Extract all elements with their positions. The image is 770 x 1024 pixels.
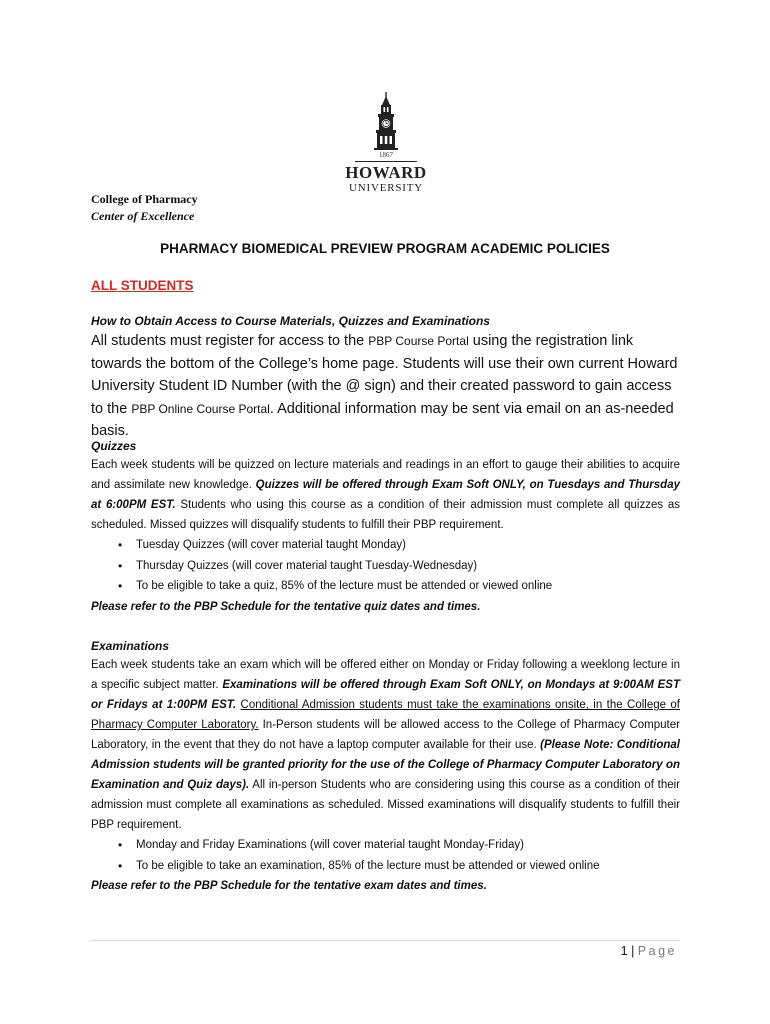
examinations-list [91, 835, 680, 876]
page-number: 1 [620, 944, 628, 958]
examinations-schedule-note: Please refer to the PBP Schedule for the tentative exam dates and times. [91, 880, 487, 892]
list-item: • Tuesday Quizzes (will cover material taught Monday) [136, 535, 680, 556]
page-label: Page [637, 944, 677, 958]
page-separator: | [631, 944, 635, 958]
quizzes-schedule-note: Please refer to the PBP Schedule for the tentative quiz dates and times. [91, 600, 481, 613]
quizzes-paragraph: Each week students will be quizzed on lecture materials and readings in an effort to gauge their abilities to acquire and assimilate new knowledge. Quizzes will be offered through Exam Soft ONLY, on Tuesdays and Thursday at 6:00PM EST. Students who using this course as a condition of their admission must complete all quizzes as scheduled. Missed quizzes will disqualify students to fulfill their PBP requirement. [91, 459, 680, 531]
center-name: Center of Excellence [91, 209, 195, 223]
footer-divider [91, 940, 680, 941]
examinations-heading: Examinations [91, 639, 170, 653]
list-item: • Monday and Friday Examinations (will cover material taught Monday-Friday) [136, 835, 680, 856]
examinations-paragraph: Each week students take an exam which will be offered either on Monday or Friday following a weeklong lecture in a specific subject matter. Examinations will be offered through Exam Soft ONLY, on Mondays at 9:00AM EST or Fridays at 1:00PM EST. Conditional Admission students must take the examinations onsite, in the College of Pharmacy Computer Laboratory. In-Person students will be allowed access to the College of Pharmacy Computer Laboratory, in the event that they do not have a laptop computer available for their use. (Please Note: Conditional Admission students will be granted priority for the use of the College of Pharmacy Computer Laboratory on Examination and Quiz days). All in-person Students who are considering using this course as a condition of their admission must complete all examinations as scheduled. Missed examinations will disqualify students to fulfill their PBP requirement. [91, 659, 681, 831]
quizzes-section [91, 437, 680, 617]
quizzes-heading: Quizzes [91, 439, 137, 453]
page-footer [621, 944, 677, 958]
university-logo [338, 92, 434, 194]
logo-subtitle: UNIVERSITY [349, 182, 423, 194]
access-paragraph: All students must register for access to the PBP Course Portal using the registration link towards the bottom of the College’s home page. Students will use their own current Howard University Student ID Number (with the @ sign) and their created password to gain access to the PBP Online Course Portal. Additional information may be sent via email on an as-needed basis. [91, 333, 678, 439]
logo-divider [355, 161, 417, 162]
list-item: • To be eligible to take an examination, 85% of the lecture must be attended or viewed online [136, 856, 680, 877]
logo-name: HOWARD [345, 163, 427, 182]
list-item: • Thursday Quizzes (will cover material taught Tuesday-Wednesday) [136, 556, 680, 577]
access-section [91, 312, 680, 443]
clock-tower-icon [366, 92, 406, 150]
examinations-section [91, 637, 680, 896]
quizzes-list [91, 535, 680, 597]
document-title: PHARMACY BIOMEDICAL PREVIEW PROGRAM ACADEMIC POLICIES [160, 241, 610, 256]
access-heading: How to Obtain Access to Course Materials, Quizzes and Examinations [91, 314, 490, 328]
college-name: College of Pharmacy [91, 192, 198, 206]
section-heading-all-students: ALL STUDENTS [91, 278, 194, 293]
list-item: • To be eligible to take a quiz, 85% of the lecture must be attended or viewed online [136, 576, 680, 597]
founding-year: 1867 [379, 151, 393, 159]
